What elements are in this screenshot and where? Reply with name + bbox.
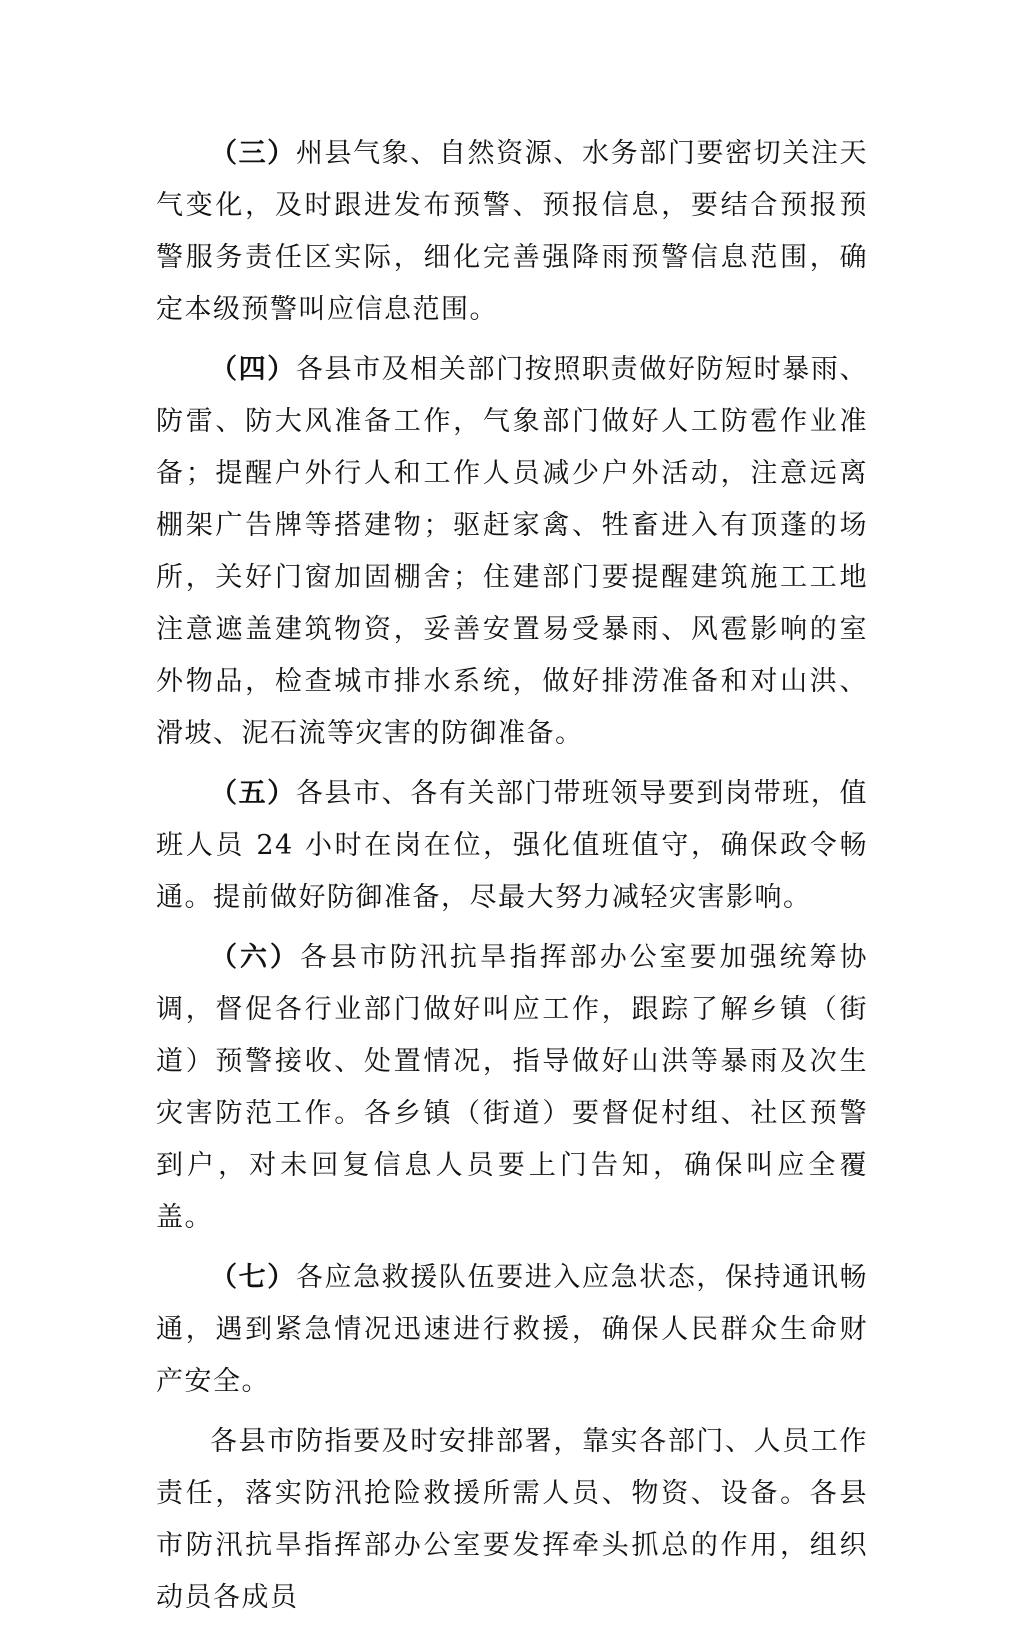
paragraph-text: 各县市及相关部门按照职责做好防短时暴雨、防雷、防大风准备工作，气象部门做好人工防雹作业准备；提醒户外行人和工作人员减少户外活动，注意远离棚架广告牌等搭建物；驱赶家禽、牲畜进入有顶蓬的场所，关好门窗加固棚舍；住建部门要提醒建筑施工工地注意遮盖建筑物资，妥善安置易受暴雨、风雹影响的室外物品，检查城市排水系统，做好排涝准备和对山洪、滑坡、泥石流等灾害的防御准备。 [156, 354, 869, 749]
paragraph-marker: （四） [210, 354, 296, 385]
paragraph-item-5 [156, 768, 868, 924]
paragraph-item-7 [156, 1252, 868, 1408]
paragraph-text: 各县市、各有关部门带班领导要到岗带班，值班人员 24 小时在岗在位，强化值班值守，确保政令畅通。提前做好防御准备，尽最大努力减轻灾害影响。 [156, 778, 869, 913]
document-page [156, 128, 868, 1632]
paragraph-text: 各应急救援队伍要进入应急状态，保持通讯畅通，遇到紧急情况迅速进行救援，确保人民群众生命财产安全。 [156, 1262, 869, 1397]
paragraph-closing [156, 1416, 868, 1624]
paragraph-item-3 [156, 128, 868, 336]
paragraph-item-4 [156, 344, 868, 760]
paragraph-marker: （七） [210, 1262, 296, 1293]
paragraph-marker: （三） [210, 138, 296, 169]
paragraph-text: 各县市防指要及时安排部署，靠实各部门、人员工作责任，落实防汛抢险救援所需人员、物资、设备。各县市防汛抗旱指挥部办公室要发挥牵头抓总的作用，组织动员各成员 [156, 1426, 868, 1613]
paragraph-marker: （六） [210, 942, 300, 973]
paragraph-item-6 [156, 932, 868, 1244]
paragraph-text: 州县气象、自然资源、水务部门要密切关注天气变化，及时跟进发布预警、预报信息，要结合预报预警服务责任区实际，细化完善强降雨预警信息范围，确定本级预警叫应信息范围。 [156, 138, 869, 325]
paragraph-marker: （五） [210, 778, 296, 809]
paragraph-text: 各县市防汛抗旱指挥部办公室要加强统筹协调，督促各行业部门做好叫应工作，跟踪了解乡镇（街道）预警接收、处置情况，指导做好山洪等暴雨及次生灾害防范工作。各乡镇（街道）要督促村组、社区预警到户，对未回复信息人员要上门告知，确保叫应全覆盖。 [156, 942, 869, 1233]
